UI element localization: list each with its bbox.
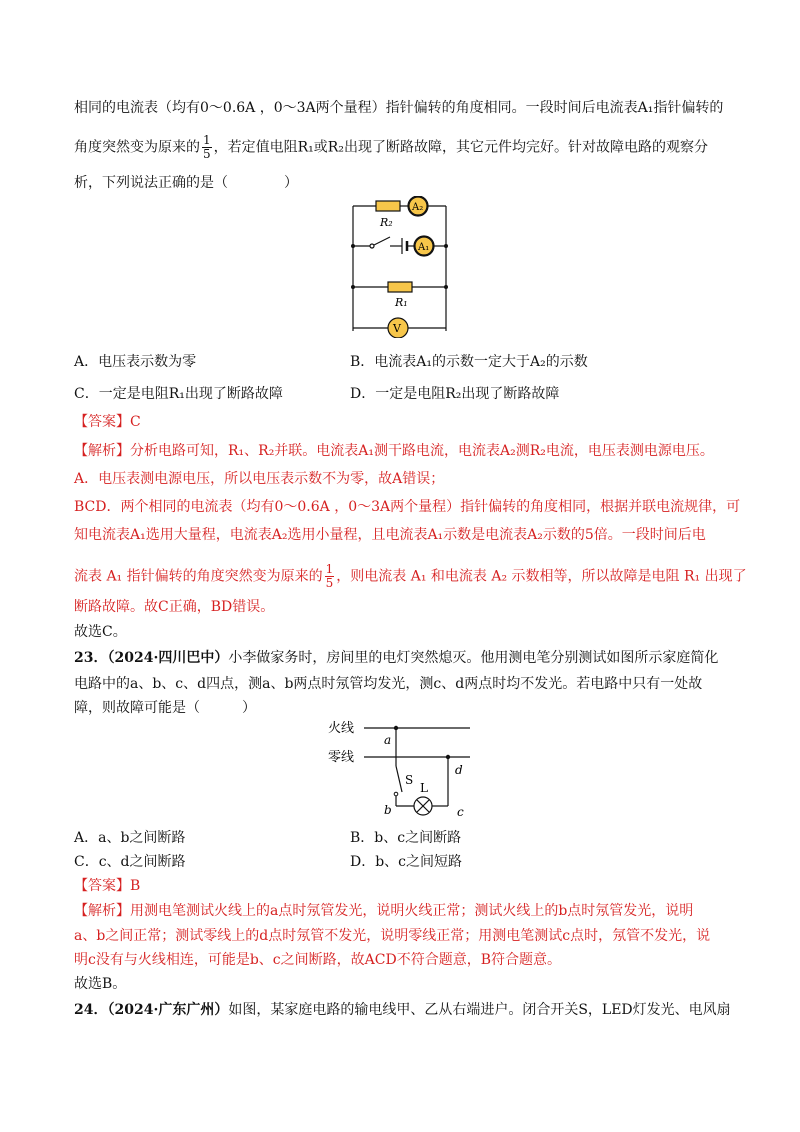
label-d: d — [455, 763, 463, 777]
q22-analysis-line4: 知电流表A₁选用大量程，电流表A₂选用小量程，且电流表A₁示数是电流表A₂示数的5倍。一段时间后电 — [74, 527, 706, 543]
q23-conclusion: 故选B。 — [74, 976, 127, 992]
q22-option-a[interactable]: A．电压表示数为零 — [74, 354, 197, 370]
q23-option-c[interactable]: C．c、d之间断路 — [74, 854, 186, 870]
fraction-numerator: 1 — [325, 562, 334, 576]
parallel-circuit-diagram — [340, 196, 460, 338]
q22-analysis-line3: BCD．两个相同的电流表（均有0～0.6A ，0～3A两个量程）指针偏转的角度相同，根据并联电流规律，可 — [74, 499, 741, 515]
label-a1: A₁ — [418, 242, 430, 253]
q23-text: 小李做家务时，房间里的电灯突然熄灭。他用测电笔分别测试如图所示家庭简化 — [228, 650, 719, 666]
q22-conclusion: 故选C。 — [74, 624, 127, 640]
q24-text: 如图，某家庭电路的输电线甲、乙从右端进户。闭合开关S，LED灯发光、电风扇 — [228, 1002, 731, 1018]
q23-text-line3: 障，则故障可能是（ ） — [74, 700, 256, 716]
label-c: c — [457, 805, 464, 818]
q22-text-line2a: 角度突然变为原来的 — [74, 139, 200, 156]
q22-analysis-line5a: 流表 A₁ 指针偏转的角度突然变为原来的 — [74, 568, 323, 585]
q23-option-d[interactable]: D．b、c之间短路 — [350, 854, 463, 870]
label-l: L — [420, 781, 428, 795]
q23-analysis-line2: a、b之间正常；测试零线上的d点时氖管不发光，说明零线正常；用测电笔测试c点时，氖管不发光，说 — [74, 928, 711, 944]
q23-option-b[interactable]: B．b、c之间断路 — [350, 830, 462, 846]
q23-analysis-line3: 明c没有与火线相连，可能是b、c之间断路，故ACD不符合题意，B符合题意。 — [74, 952, 561, 968]
q23-text-line1 — [74, 648, 734, 668]
q22-text-line2 — [74, 134, 734, 161]
label-r2: R₂ — [380, 216, 393, 229]
fraction-one-fifth — [202, 134, 212, 161]
household-circuit-diagram — [326, 718, 476, 818]
q22-analysis-line1: 【解析】分析电路可知，R₁、R₂并联。电流表A₁测干路电流，电流表A₂测R₂电流，电压表测电源电压。 — [74, 443, 714, 459]
q24-text-line1 — [74, 1000, 734, 1020]
fraction-denominator: 5 — [325, 576, 334, 590]
label-s: S — [405, 773, 414, 787]
fraction-one-fifth-2 — [325, 563, 335, 590]
fraction-numerator: 1 — [203, 133, 211, 147]
q23-answer: 【答案】B — [74, 878, 141, 894]
label-neutral-wire: 零线 — [328, 750, 355, 765]
q22-option-b[interactable]: B．电流表A₁的示数一定大于A₂的示数 — [350, 354, 588, 370]
q24-number: 24．（2024·广东广州） — [74, 1002, 229, 1018]
label-a: a — [384, 733, 392, 747]
q22-option-d[interactable]: D．一定是电阻R₂出现了断路故障 — [350, 386, 560, 402]
q22-analysis-line5 — [74, 562, 747, 590]
q22-analysis-line5b: ，则电流表 A₁ 和电流表 A₂ 示数相等，所以故障是电阻 R₁ 出现了 — [336, 568, 747, 585]
q22-option-c[interactable]: C．一定是电阻R₁出现了断路故障 — [74, 386, 283, 402]
q22-text-line2b: ，若定值电阻R₁或R₂出现了断路故障，其它元件均完好。针对故障电路的观察分 — [213, 139, 708, 156]
q22-text-line3: 析，下列说法正确的是（ ） — [74, 175, 298, 191]
q23-analysis-line1: 【解析】用测电笔测试火线上的a点时氖管发光，说明火线正常；测试火线上的b点时氖管发光，说明 — [74, 903, 694, 919]
q22-analysis-line2: A．电压表测电源电压，所以电压表示数不为零，故A错误； — [74, 471, 445, 487]
q23-number: 23．（2024·四川巴中） — [74, 650, 229, 666]
q23-option-a[interactable]: A．a、b之间断路 — [74, 830, 186, 846]
label-a2: A₂ — [412, 202, 424, 213]
fraction-denominator: 5 — [203, 147, 211, 161]
q22-analysis-line6: 断路故障。故C正确，BD错误。 — [74, 599, 275, 615]
label-v: V — [393, 322, 401, 335]
q22-answer: 【答案】C — [74, 414, 141, 430]
label-b: b — [384, 803, 392, 817]
q23-text-line2: 电路中的a、b、c、d四点，测a、b两点时氖管均发光，测c、d两点时均不发光。若电路中只有一处故 — [74, 676, 703, 692]
label-r1: R₁ — [395, 296, 408, 309]
q22-text-line1: 相同的电流表（均有0～0.6A ，0～3A两个量程）指针偏转的角度相同。一段时间后电流表A₁指针偏转的 — [74, 100, 724, 116]
label-live-wire: 火线 — [328, 721, 355, 736]
